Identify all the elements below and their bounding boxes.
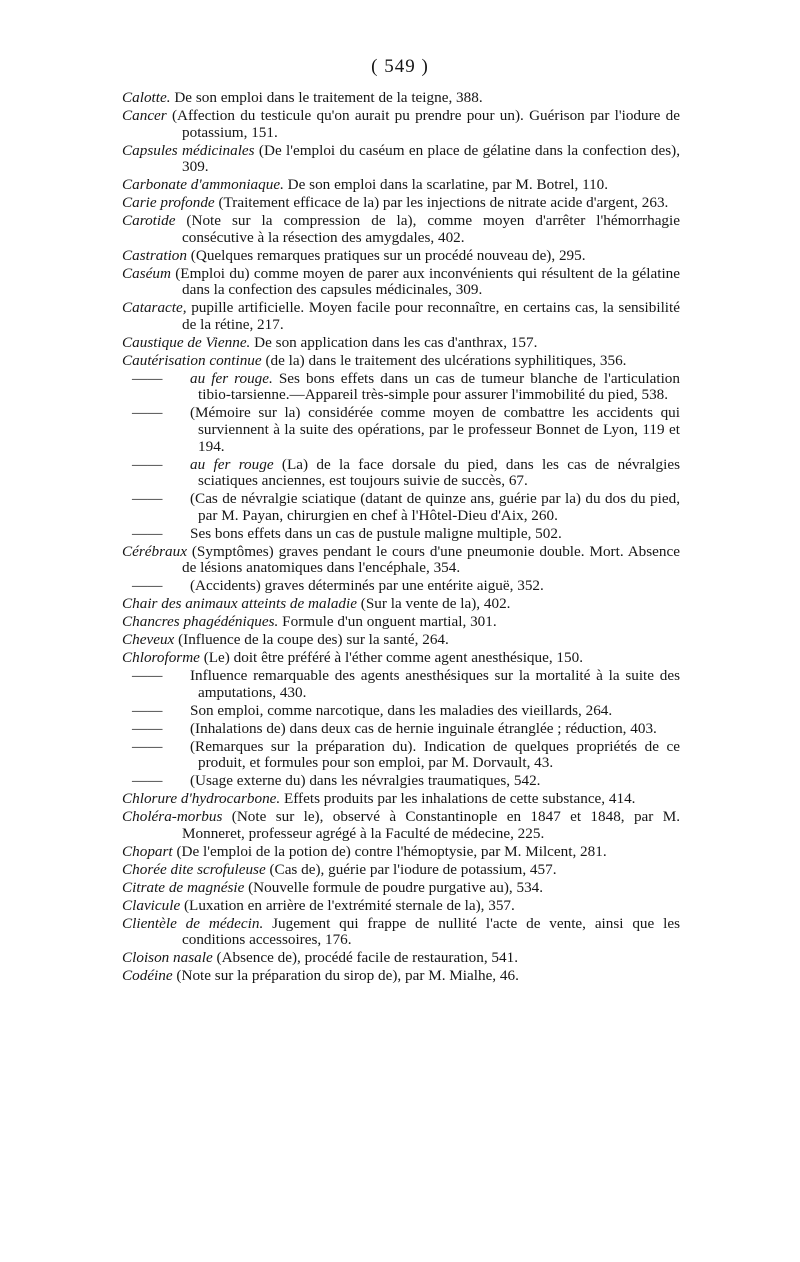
entry-text: (Quelques remarques pratiques sur un procédé nouveau de), 295. [187,246,586,264]
entry-text: (de la) dans le traitement des ulcérations syphilitiques, 356. [261,351,627,369]
index-entry [122,614,680,631]
index-subentry [122,457,680,490]
entry-term: Cérébraux [122,542,187,560]
entry-text: (Mémoire sur la) considérée comme moyen de combattre les accidents qui surviennent à la suite des opérations, par le professeur Bonnet de Lyon, 119 et 194. [190,404,680,455]
index-entry [122,632,680,649]
entry-text: (Cas de), guérie par l'iodure de potassium, 457. [265,860,557,878]
entry-text: (Accidents) graves déterminés par une entérite aiguë, 352. [190,577,544,595]
entry-term: Cloison nasale [122,949,213,967]
entry-text: (Cas de névralgie sciatique (datant de quinze ans, guérie par la) du dos du pied, par M. Payan, chirurgien en chef à l'Hôtel-Dieu d'Aix, 260. [190,490,680,524]
entry-text: (Traitement efficace de la) par les injections de nitrate acide d'argent, 263. [214,194,669,212]
entry-text: (Remarques sur la préparation du). Indication de quelques propriétés de ce produit, et formules pour son emploi, par M. Dorvault, 43. [190,737,680,772]
entry-term: Cheveux [122,631,175,649]
ditto-dash: —— [132,490,163,508]
index-entry [122,916,680,949]
entry-term: au fer rouge. [190,369,273,387]
page-number: ( 549 ) [371,56,429,77]
entry-term: Chopart [122,842,173,860]
entry-text: Jugement qui frappe de nullité l'acte de vente, ainsi que les conditions accessoires, 176. [182,914,680,949]
index-column [122,90,680,986]
entry-text: (Note sur le), observé à Constantinople en 1847 et 1848, par M. Monneret, professeur agrégé à la Faculté de médecine, 225. [182,808,680,842]
ditto-dash: —— [132,524,163,542]
entry-term: Choléra-morbus [122,808,223,826]
entry-text: (Le) doit être préféré à l'éther comme agent anesthésique, 150. [199,649,584,667]
index-entry [122,335,680,352]
entry-text: De son emploi dans le traitement de la teigne, 388. [170,89,483,106]
index-entry [122,353,680,370]
index-entry [122,844,680,861]
index-entry [122,300,680,333]
ditto-dash: —— [132,772,163,790]
index-entry [122,143,680,176]
index-subentry [122,491,680,524]
ditto-dash: —— [132,369,163,387]
index-subentry [122,371,680,404]
index-subentry [122,578,680,595]
entry-term: Carbonate d'ammoniaque. [122,176,284,194]
entry-text: (Luxation en arrière de l'extrémité sternale de la), 357. [180,896,515,914]
entry-text: (Affection du testicule qu'on aurait pu prendre pour un). Guérison par l'iodure de potassium, 151. [166,106,680,141]
entry-text: Ses bons effets dans un cas de pustule maligne multiple, 502. [190,524,562,542]
index-subentry [122,721,680,738]
index-subentry [122,526,680,543]
entry-text: De son emploi dans la scarlatine, par M. Botrel, 110. [283,176,609,194]
entry-text: (Note sur la compression de la), comme moyen d'arrêter l'hémorrhagie consécutive à la résection des amygdales, 402. [175,212,680,246]
entry-text: (Absence de), procédé facile de restauration, 541. [212,949,519,967]
entry-text: Ses bons effets dans un cas de tumeur blanche de l'articulation tibio-tarsienne.—Appareil très-simple pour assurer l'immobilité du pied, 538. [198,369,680,404]
index-subentry [122,739,680,772]
index-entry [122,650,680,667]
entry-term: Capsules médicinales [122,141,255,159]
entry-term: Clientèle de médecin. [122,914,264,932]
entry-term: Carotide [122,212,176,230]
index-subentry [122,405,680,455]
entry-term: Carie profonde [122,194,215,212]
entry-text: Formule d'un onguent martial, 301. [278,613,497,631]
entry-text: (Sur la vente de la), 402. [356,595,511,613]
ditto-dash: —— [132,667,163,685]
entry-text: Effets produits par les inhalations de cette substance, 414. [280,790,636,808]
entry-text: Son emploi, comme narcotique, dans les maladies des vieillards, 264. [190,701,613,719]
ditto-dash: —— [132,455,163,473]
index-entry [122,195,680,212]
index-entry [122,809,680,842]
index-entry [122,596,680,613]
entry-term: Cataracte, [122,299,187,317]
entry-text: Influence remarquable des agents anesthésiques sur la mortalité à la suite des amputations, 430. [190,667,680,701]
entry-text: (Note sur la préparation du sirop de), par M. Mialhe, 46. [172,967,519,985]
ditto-dash: —— [132,737,163,755]
ditto-dash: —— [132,577,163,595]
ditto-dash: —— [132,701,163,719]
index-entry [122,898,680,915]
entry-text: (Usage externe du) dans les névralgies traumatiques, 542. [190,772,541,790]
index-entry [122,880,680,897]
entry-term: Cautérisation continue [122,351,262,369]
entry-term: Chancres phagédéniques. [122,613,279,631]
index-entry [122,968,680,985]
entry-term: au fer rouge [190,455,274,473]
index-entry [122,248,680,265]
index-entry [122,108,680,141]
entry-text: (Emploi du) comme moyen de parer aux inconvénients qui résultent de la gélatine dans la confection des capsules médicinales, 309. [170,264,680,299]
index-entry [122,544,680,577]
entry-text: (Influence de la coupe des) sur la santé, 264. [174,631,449,649]
entry-term: Calotte. [122,89,171,106]
entry-term: Clavicule [122,896,181,914]
entry-term: Cancer [122,106,167,124]
index-subentry [122,668,680,701]
entry-text: (Symptômes) graves pendant le cours d'une pneumonie double. Mort. Absence de lésions anatomiques dans l'encéphale, 354. [182,542,680,577]
index-subentry [122,703,680,720]
ditto-dash: —— [132,404,163,422]
index-entry [122,90,680,107]
entry-term: Chorée dite scrofuleuse [122,860,266,878]
entry-text: (De l'emploi du caséum en place de gélatine dans la confection des), 309. [182,141,681,176]
entry-text: De son application dans les cas d'anthrax, 157. [250,333,538,351]
entry-term: Chair des animaux atteints de maladie [122,595,357,613]
entry-term: Chloroforme [122,649,200,667]
entry-term: Castration [122,246,187,264]
entry-term: Caséum [122,264,171,282]
entry-text: (La) de la face dorsale du pied, dans les cas de névralgies sciatiques anciennes, est toujours suivie de succès, 67. [198,455,680,490]
ditto-dash: —— [132,719,163,737]
index-entry [122,266,680,299]
index-entry [122,950,680,967]
entry-text: pupille artificielle. Moyen facile pour reconnaître, en certains cas, la sensibilité de la rétine, 217. [182,299,680,333]
index-entry [122,213,680,246]
index-entry [122,791,680,808]
entry-term: Chlorure d'hydrocarbone. [122,790,281,808]
entry-term: Citrate de magnésie [122,878,245,896]
entry-term: Caustique de Vienne. [122,333,251,351]
index-entry [122,177,680,194]
entry-term: Codéine [122,967,173,985]
entry-text: (Nouvelle formule de poudre purgative au), 534. [244,878,544,896]
index-entry [122,862,680,879]
entry-text: (De l'emploi de la potion de) contre l'hémoptysie, par M. Milcent, 281. [172,842,607,860]
entry-text: (Inhalations de) dans deux cas de hernie inguinale étranglée ; réduction, 403. [190,719,657,737]
index-subentry [122,773,680,790]
